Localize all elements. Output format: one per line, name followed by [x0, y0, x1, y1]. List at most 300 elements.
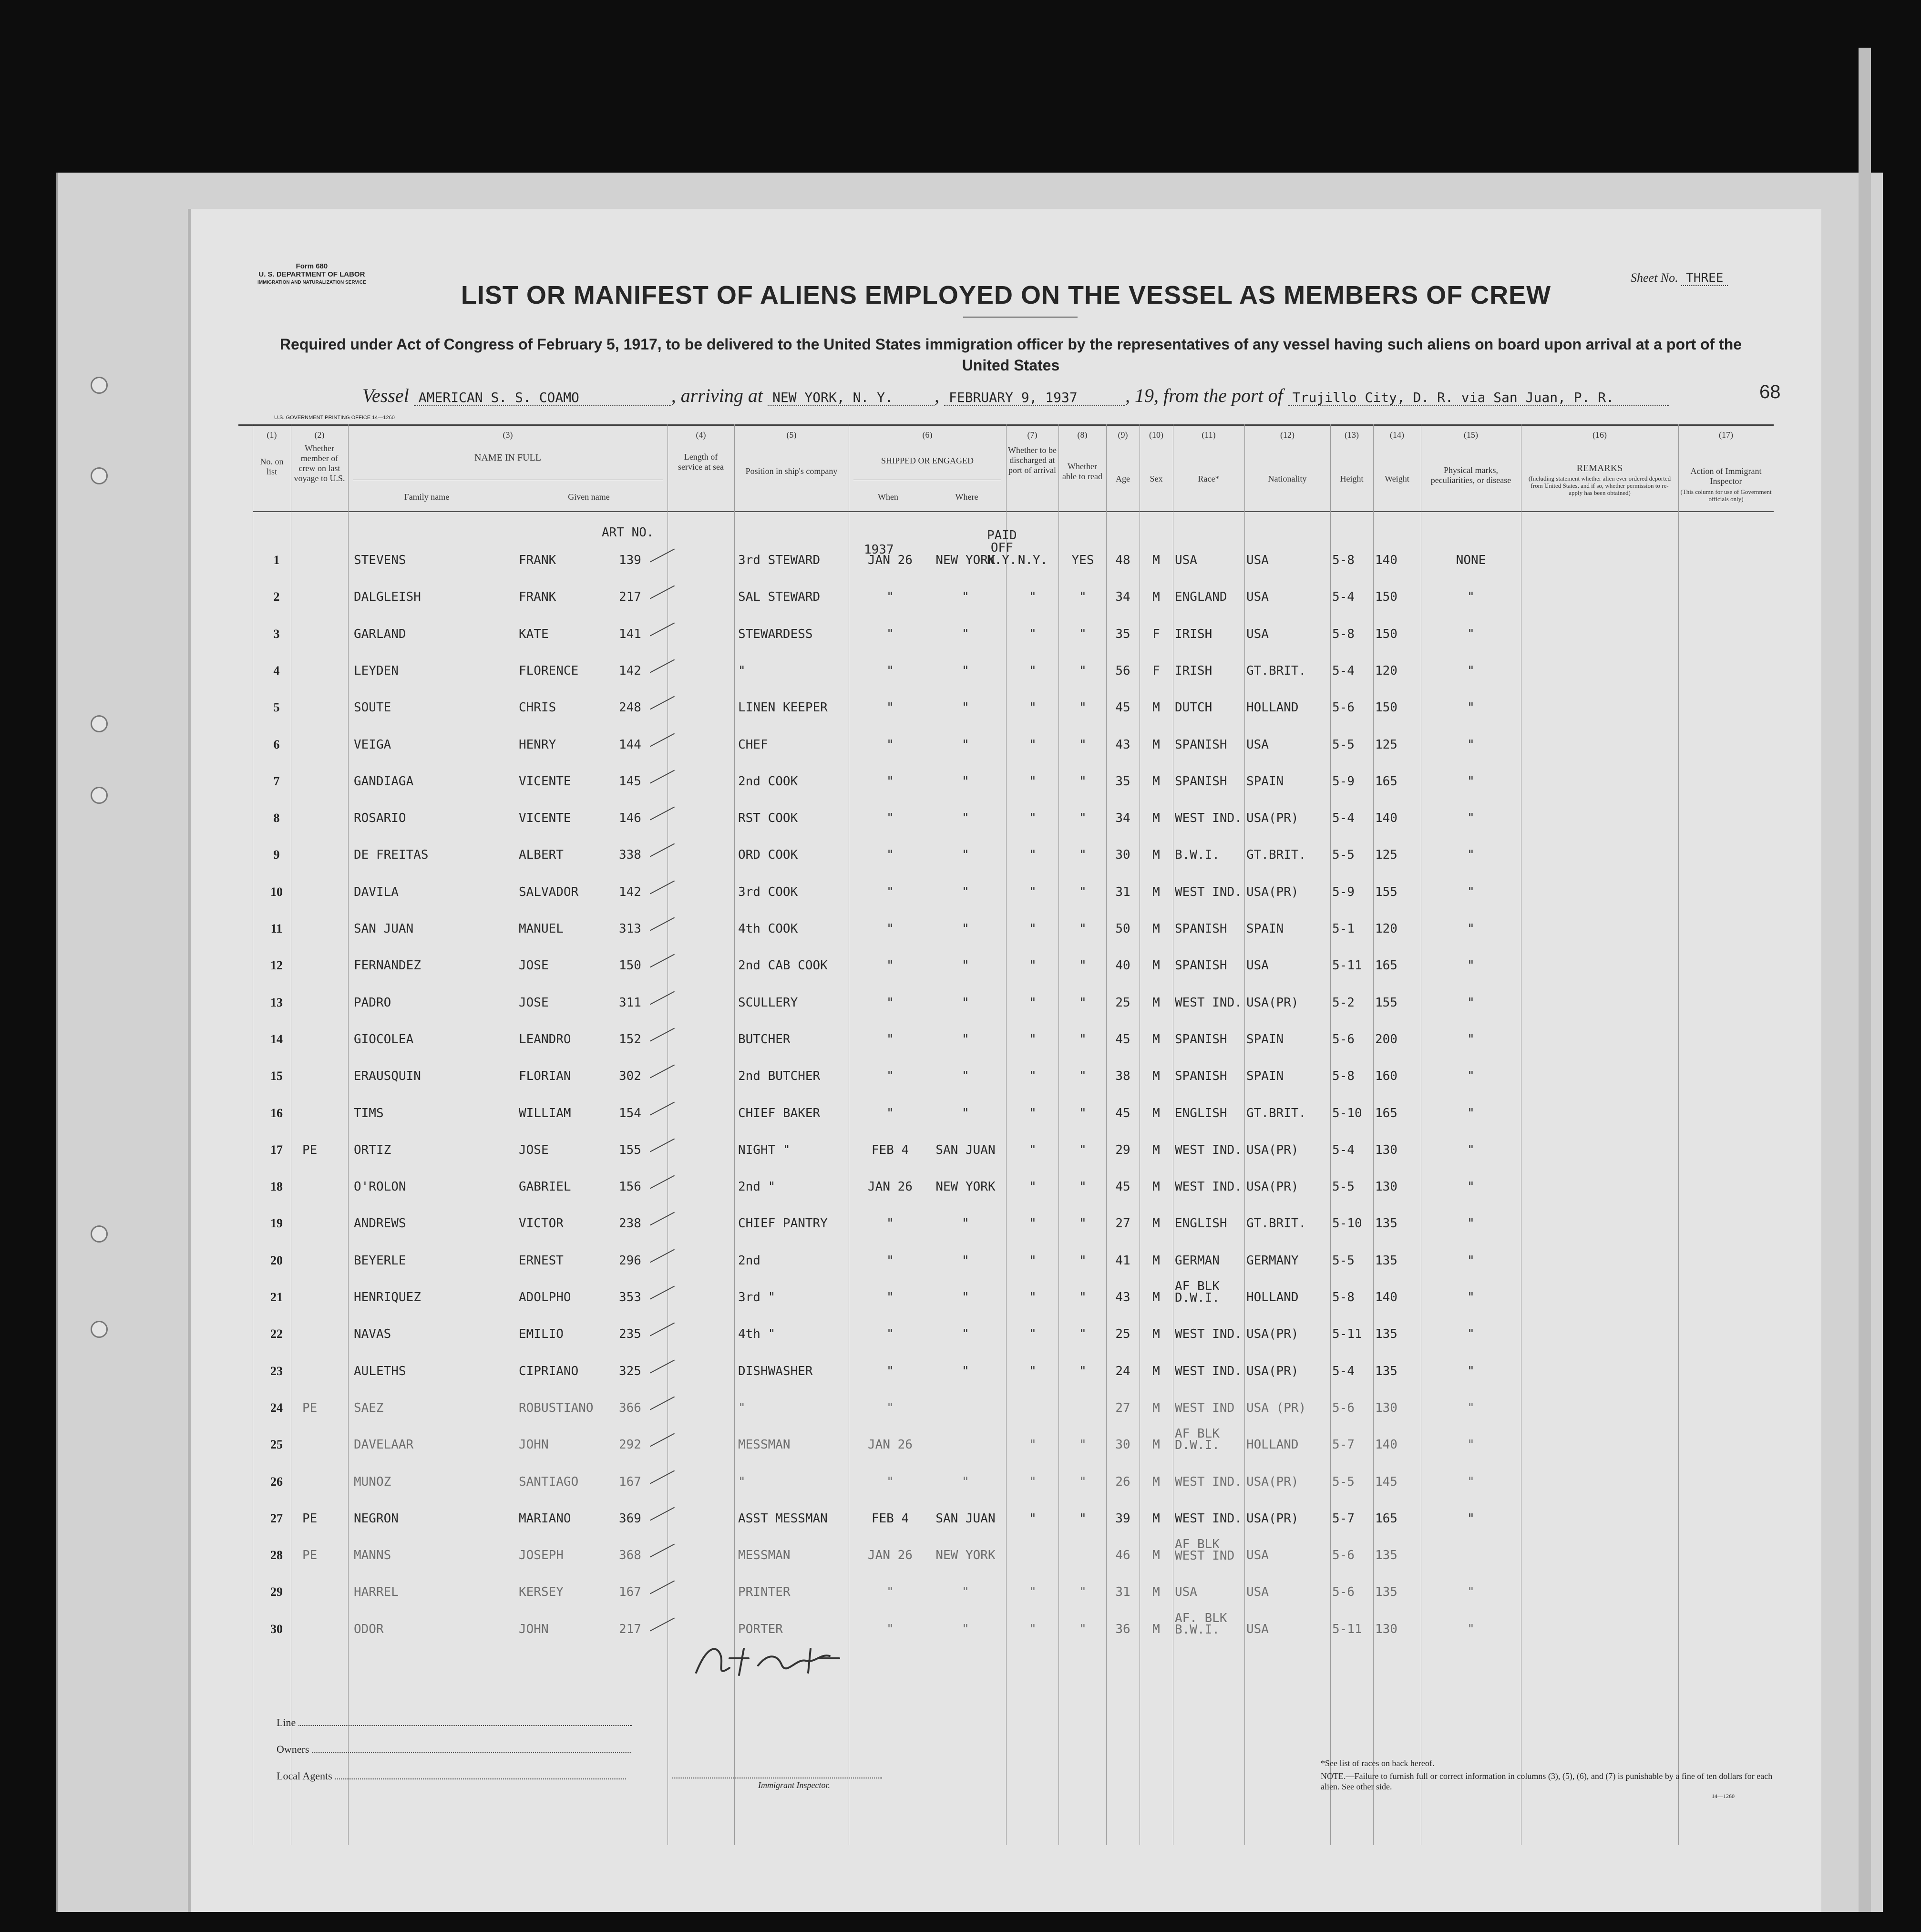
cell-family: GANDIAGA — [354, 774, 414, 789]
cell-read: " — [1079, 737, 1087, 752]
column-divider — [1058, 424, 1059, 1845]
cell-race: IRISH — [1175, 627, 1212, 641]
cell-weight: 135 — [1375, 1364, 1397, 1378]
cell-discharged: " — [1029, 811, 1037, 826]
cell-family: FERNANDEZ — [354, 958, 421, 973]
cell-where: " — [962, 1069, 969, 1084]
cell-no: 9 — [273, 848, 280, 862]
cell-discharged: " — [1029, 590, 1037, 605]
cell-race: WEST IND. — [1175, 1180, 1242, 1194]
cell-prev: PE — [302, 1400, 318, 1415]
cell-marks: " — [1467, 1438, 1475, 1452]
cell-nationality: USA — [1246, 958, 1269, 973]
cell-race: B.W.I. — [1175, 848, 1220, 863]
cell-weight: 120 — [1375, 663, 1397, 678]
cell-position: 2nd BUTCHER — [738, 1069, 821, 1084]
cell-sex: M — [1152, 737, 1160, 752]
cell-discharged: " — [1029, 1474, 1037, 1489]
cell-position: 3rd " — [738, 1290, 776, 1305]
cell-nationality: USA(PR) — [1246, 811, 1299, 826]
cell-read: " — [1079, 1216, 1087, 1231]
cell-read: " — [1079, 922, 1087, 936]
cell-nationality: HOLLAND — [1246, 700, 1299, 715]
cell-position: STEWARDESS — [738, 627, 813, 641]
cell-where: NEW YORK — [935, 1548, 996, 1563]
cell-given: JOSEPH — [519, 1548, 564, 1563]
cell-weight: 150 — [1375, 627, 1397, 641]
cell-no: 3 — [273, 627, 280, 641]
cell-no: 2 — [273, 590, 280, 604]
cell-discharged: " — [1029, 774, 1037, 789]
col-11-label: Race* — [1198, 474, 1220, 483]
cell-sex: M — [1152, 922, 1160, 936]
cell-art: 296 — [619, 1253, 641, 1268]
col-8-num: (8) — [1077, 430, 1088, 440]
cell-weight: 125 — [1375, 737, 1397, 752]
document-subtitle: Required under Act of Congress of February 5, 1917, to be delivered to the United States immigration officer by the representatives of any vessel having such aliens on board upon arrival at a port of the United States — [279, 336, 1742, 374]
cell-position: 2nd COOK — [738, 774, 798, 789]
cell-height: 5-8 — [1332, 1069, 1355, 1084]
cell-marks: " — [1467, 1585, 1475, 1600]
cell-position: 2nd " — [738, 1180, 776, 1194]
year-annotation: 1937 — [864, 543, 894, 557]
header-bottom-rule — [253, 511, 1774, 512]
cell-marks: " — [1467, 1474, 1475, 1489]
cell-race: AF BLK D.W.I. — [1175, 1428, 1220, 1451]
cell-read: " — [1079, 1032, 1087, 1047]
col-1-num: (1) — [267, 430, 277, 440]
cell-discharged: " — [1029, 1290, 1037, 1305]
cell-sex: M — [1152, 1327, 1160, 1342]
cell-family: TIMS — [354, 1106, 384, 1120]
cell-age: 43 — [1115, 737, 1130, 752]
cell-nationality: GERMANY — [1246, 1253, 1299, 1268]
departure-port: Trujillo City, D. R. via San Juan, P. R. — [1288, 390, 1669, 406]
cell-where: SAN JUAN — [935, 1511, 996, 1526]
cell-family: GIOCOLEA — [354, 1032, 414, 1047]
cell-where: " — [962, 1253, 969, 1268]
owners-label: Owners — [277, 1743, 309, 1755]
cell-marks: " — [1467, 1622, 1475, 1636]
vessel-label: Vessel — [362, 385, 409, 406]
cell-marks: " — [1467, 884, 1475, 899]
cell-nationality: SPAIN — [1246, 774, 1284, 789]
cell-height: 5-10 — [1332, 1106, 1362, 1120]
col-3-given-label: Given name — [568, 492, 610, 502]
line-label: Line — [277, 1716, 296, 1728]
cell-nationality: GT.BRIT. — [1246, 1216, 1306, 1231]
cell-position: ORD COOK — [738, 848, 798, 863]
cell-marks: " — [1467, 995, 1475, 1010]
cell-family: DE FREITAS — [354, 848, 429, 863]
cell-discharged: N.Y. — [1017, 553, 1048, 567]
cell-where: " — [962, 1106, 969, 1120]
cell-height: 5-6 — [1332, 1585, 1355, 1600]
cell-no: 8 — [273, 811, 280, 825]
cell-given: LEANDRO — [519, 1032, 571, 1047]
cell-sex: M — [1152, 995, 1160, 1010]
cell-read: " — [1079, 958, 1087, 973]
col-2-num: (2) — [314, 430, 325, 440]
col-6-label: SHIPPED OR ENGAGED — [881, 456, 974, 465]
cell-family: HARREL — [354, 1585, 399, 1600]
cell-race: AF BLK WEST IND — [1175, 1539, 1235, 1562]
cell-position: LINEN KEEPER — [738, 700, 828, 715]
cell-when: " — [886, 1622, 894, 1636]
cell-age: 43 — [1115, 1290, 1130, 1305]
cell-discharged: " — [1029, 1622, 1037, 1636]
col-10-num: (10) — [1149, 430, 1163, 440]
cell-marks: " — [1467, 848, 1475, 863]
cell-race: SPANISH — [1175, 1032, 1227, 1047]
cell-weight: 140 — [1375, 811, 1397, 826]
col-10-label: Sex — [1150, 474, 1163, 483]
cell-no: 14 — [270, 1032, 283, 1046]
cell-where: " — [962, 848, 969, 863]
cell-given: VICTOR — [519, 1216, 564, 1231]
footer-agents — [277, 1770, 626, 1782]
cell-art: 167 — [619, 1474, 641, 1489]
cell-no: 12 — [270, 958, 283, 973]
cell-where: " — [962, 774, 969, 789]
cell-sex: M — [1152, 1290, 1160, 1305]
cell-race: AF. BLK B.W.I. — [1175, 1612, 1227, 1635]
cell-weight: 160 — [1375, 1069, 1397, 1084]
cell-weight: 120 — [1375, 922, 1397, 936]
column-divider — [1006, 424, 1007, 1845]
title-rule — [963, 317, 1078, 318]
cell-prev: PE — [302, 1548, 318, 1563]
footer-owners — [277, 1743, 631, 1756]
cell-art: 366 — [619, 1400, 641, 1415]
col-3-family-label: Family name — [404, 492, 450, 502]
cell-discharged: " — [1029, 884, 1037, 899]
cell-age: 45 — [1115, 700, 1130, 715]
cell-age: 39 — [1115, 1511, 1130, 1526]
cell-race: SPANISH — [1175, 737, 1227, 752]
sheet-number-label: Sheet No. — [1631, 271, 1678, 285]
cell-where: " — [962, 1364, 969, 1378]
cell-height: 5-5 — [1332, 848, 1355, 863]
cell-weight: 135 — [1375, 1327, 1397, 1342]
cell-where: " — [962, 884, 969, 899]
cell-marks: " — [1467, 737, 1475, 752]
cell-age: 48 — [1115, 553, 1130, 567]
cell-age: 35 — [1115, 627, 1130, 641]
cell-sex: M — [1152, 1106, 1160, 1120]
cell-discharged: " — [1029, 1032, 1037, 1047]
cell-discharged: " — [1029, 1585, 1037, 1600]
cell-age: 50 — [1115, 922, 1130, 936]
cell-sex: M — [1152, 1032, 1160, 1047]
cell-where: SAN JUAN — [935, 1142, 996, 1157]
cell-where: " — [962, 590, 969, 605]
form-number: Form 680 — [296, 262, 328, 270]
cell-nationality: USA(PR) — [1246, 1364, 1299, 1378]
col-16-note: (Including statement whether alien ever ordered deported from United States, and if so, whether permission to re-apply has been obtained) — [1528, 475, 1671, 496]
cell-where: " — [962, 663, 969, 678]
cell-no: 7 — [273, 774, 280, 788]
cell-read: " — [1079, 1622, 1087, 1636]
cell-where: " — [962, 1622, 969, 1636]
cell-weight: 140 — [1375, 1290, 1397, 1305]
cell-no: 21 — [270, 1290, 283, 1304]
cell-art: 142 — [619, 663, 641, 678]
cell-family: AULETHS — [354, 1364, 406, 1378]
cell-read: " — [1079, 663, 1087, 678]
cell-where: " — [962, 737, 969, 752]
col-7-label: Whether to be discharged at port of arrival — [1008, 445, 1057, 475]
cell-art: 154 — [619, 1106, 641, 1120]
cell-discharged: " — [1029, 995, 1037, 1010]
penalty-note: NOTE.—Failure to furnish full or correct information in columns (3), (5), (6), and (7) is punishable by a fine of ten dollars for each alien. See other side. — [1321, 1771, 1773, 1791]
cell-weight: 130 — [1375, 1400, 1397, 1415]
cell-read: " — [1079, 995, 1087, 1010]
cell-sex: M — [1152, 1511, 1160, 1526]
cell-when: " — [886, 1364, 894, 1378]
cell-art: 338 — [619, 848, 641, 863]
cell-family: ERAUSQUIN — [354, 1069, 421, 1084]
cell-weight: 200 — [1375, 1032, 1397, 1047]
cell-where: " — [962, 958, 969, 973]
cell-no: 17 — [270, 1142, 283, 1157]
cell-age: 30 — [1115, 848, 1130, 863]
cell-position: " — [738, 1474, 746, 1489]
cell-discharged: " — [1029, 1327, 1037, 1342]
cell-read: YES — [1071, 553, 1094, 567]
cell-given: MARIANO — [519, 1511, 571, 1526]
cell-weight: 140 — [1375, 553, 1397, 567]
cell-height: 5-9 — [1332, 884, 1355, 899]
cell-art: 142 — [619, 884, 641, 899]
cell-where: " — [962, 1032, 969, 1047]
cell-position: 3rd STEWARD — [738, 553, 821, 567]
cell-discharged: " — [1029, 1216, 1037, 1231]
cell-discharged: " — [1029, 958, 1037, 973]
cell-marks: " — [1467, 774, 1475, 789]
cell-read: " — [1079, 774, 1087, 789]
form-service: IMMIGRATION AND NATURALIZATION SERVICE — [257, 280, 366, 285]
cell-family: O'ROLON — [354, 1180, 406, 1194]
cell-no: 19 — [270, 1216, 283, 1231]
col-4-label: Length of service at sea — [678, 452, 724, 472]
cell-given: JOSE — [519, 958, 549, 973]
cell-nationality: USA(PR) — [1246, 1180, 1299, 1194]
inspector-signature — [687, 1639, 858, 1682]
cell-art: 353 — [619, 1290, 641, 1305]
cell-height: 5-1 — [1332, 922, 1355, 936]
cell-read: " — [1079, 1290, 1087, 1305]
cell-given: JOHN — [519, 1438, 549, 1452]
cell-read: " — [1079, 811, 1087, 826]
cell-height: 5-4 — [1332, 1364, 1355, 1378]
cell-weight: 145 — [1375, 1474, 1397, 1489]
cell-marks: " — [1467, 1400, 1475, 1415]
cell-sex: M — [1152, 1069, 1160, 1084]
cell-height: 5-9 — [1332, 774, 1355, 789]
cell-nationality: HOLLAND — [1246, 1438, 1299, 1452]
cell-height: 5-10 — [1332, 1216, 1362, 1231]
cell-nationality: USA(PR) — [1246, 1474, 1299, 1489]
cell-height: 5-8 — [1332, 627, 1355, 641]
cell-art: 302 — [619, 1069, 641, 1084]
cell-age: 35 — [1115, 774, 1130, 789]
cell-art: 369 — [619, 1511, 641, 1526]
cell-given: SALVADOR — [519, 884, 579, 899]
cell-art: 144 — [619, 737, 641, 752]
cell-when: " — [886, 884, 894, 899]
cell-family: DAVILA — [354, 884, 399, 899]
cell-marks: " — [1467, 1069, 1475, 1084]
cell-when: FEB 4 — [871, 1511, 909, 1526]
cell-family: STEVENS — [354, 553, 406, 567]
cell-marks: " — [1467, 627, 1475, 641]
cell-height: 5-7 — [1332, 1511, 1355, 1526]
cell-prev: PE — [302, 1511, 318, 1526]
cell-position: " — [738, 1400, 746, 1415]
cell-weight: 125 — [1375, 848, 1397, 863]
inspector-label: Immigrant Inspector. — [758, 1780, 830, 1790]
cell-nationality: USA — [1246, 1548, 1269, 1563]
cell-no: 5 — [273, 700, 280, 715]
cell-discharged: " — [1029, 737, 1037, 752]
cell-no: 11 — [270, 922, 283, 935]
sheet-edge — [1859, 48, 1871, 1912]
cell-where: " — [962, 1474, 969, 1489]
cell-no: 29 — [270, 1585, 283, 1599]
cell-race: SPANISH — [1175, 774, 1227, 789]
cell-sex: M — [1152, 958, 1160, 973]
cell-when: " — [886, 958, 894, 973]
cell-weight: 165 — [1375, 1106, 1397, 1120]
cell-race: SPANISH — [1175, 1069, 1227, 1084]
cell-where: " — [962, 922, 969, 936]
cell-age: 25 — [1115, 1327, 1130, 1342]
cell-art: 368 — [619, 1548, 641, 1563]
cell-where: " — [962, 1585, 969, 1600]
cell-marks: " — [1467, 1364, 1475, 1378]
cell-art: 313 — [619, 922, 641, 936]
year-suffix: , 19 — [1125, 385, 1154, 406]
cell-race: SPANISH — [1175, 958, 1227, 973]
binder-hole — [91, 715, 108, 732]
col-17-note: (This column for use of Government officials only) — [1680, 488, 1772, 503]
cell-weight: 135 — [1375, 1216, 1397, 1231]
cell-given: JOHN — [519, 1622, 549, 1636]
cell-no: 6 — [273, 737, 280, 751]
cell-position: CHEF — [738, 737, 768, 752]
cell-sex: M — [1152, 1585, 1160, 1600]
cell-race: SPANISH — [1175, 922, 1227, 936]
cell-weight: 135 — [1375, 1253, 1397, 1268]
cell-family: ODOR — [354, 1622, 384, 1636]
cell-where: " — [962, 995, 969, 1010]
cell-given: SANTIAGO — [519, 1474, 579, 1489]
cell-given: FLORENCE — [519, 663, 579, 678]
col-16-num: (16) — [1592, 430, 1607, 440]
cell-art: 292 — [619, 1438, 641, 1452]
cell-race: WEST IND. — [1175, 1364, 1242, 1378]
cell-weight: 140 — [1375, 1438, 1397, 1452]
cell-sex: M — [1152, 1400, 1160, 1415]
owners-field — [312, 1752, 631, 1753]
cell-position: DISHWASHER — [738, 1364, 813, 1378]
cell-marks: " — [1467, 922, 1475, 936]
cell-height: 5-2 — [1332, 995, 1355, 1010]
cell-when: " — [886, 1474, 894, 1489]
cell-given: FRANK — [519, 590, 556, 605]
cell-position: 4th " — [738, 1327, 776, 1342]
cell-discharged: " — [1029, 1180, 1037, 1194]
cell-marks: " — [1467, 1142, 1475, 1157]
cell-nationality: USA — [1246, 590, 1269, 605]
cell-given: KATE — [519, 627, 549, 641]
cell-art: 145 — [619, 774, 641, 789]
column-divider — [1106, 424, 1107, 1845]
cell-given: WILLIAM — [519, 1106, 571, 1120]
cell-given: MANUEL — [519, 922, 564, 936]
cell-marks: " — [1467, 1106, 1475, 1120]
cell-read: " — [1079, 700, 1087, 715]
cell-when: " — [886, 1585, 894, 1600]
cell-age: 56 — [1115, 663, 1130, 678]
cell-where: " — [962, 811, 969, 826]
cell-nationality: USA(PR) — [1246, 995, 1299, 1010]
cell-when: " — [886, 1216, 894, 1231]
cell-art: 217 — [619, 590, 641, 605]
cell-race: WEST IND. — [1175, 1327, 1242, 1342]
cell-prev: PE — [302, 1142, 318, 1157]
cell-art: 150 — [619, 958, 641, 973]
cell-height: 5-11 — [1332, 958, 1362, 973]
column-divider — [1373, 424, 1374, 1845]
cell-height: 5-4 — [1332, 663, 1355, 678]
cell-position: SCULLERY — [738, 995, 798, 1010]
cell-where: " — [962, 700, 969, 715]
cell-read: " — [1079, 1438, 1087, 1452]
cell-position: CHIEF PANTRY — [738, 1216, 828, 1231]
cell-when: " — [886, 1106, 894, 1120]
cell-weight: 135 — [1375, 1548, 1397, 1563]
cell-art: 217 — [619, 1622, 641, 1636]
col-11-num: (11) — [1202, 430, 1216, 440]
cell-given: CHRIS — [519, 700, 556, 715]
cell-position: CHIEF BAKER — [738, 1106, 821, 1120]
cell-position: 2nd CAB COOK — [738, 958, 828, 973]
cell-when: " — [886, 1253, 894, 1268]
cell-read: " — [1079, 590, 1087, 605]
cell-height: 5-8 — [1332, 1290, 1355, 1305]
cell-sex: M — [1152, 700, 1160, 715]
cell-marks: " — [1467, 1290, 1475, 1305]
cell-discharged: " — [1029, 922, 1037, 936]
cell-age: 46 — [1115, 1548, 1130, 1563]
col-13-label: Height — [1340, 474, 1364, 483]
cell-read: " — [1079, 1585, 1087, 1600]
cell-nationality: USA(PR) — [1246, 1511, 1299, 1526]
cell-marks: " — [1467, 700, 1475, 715]
cell-weight: 165 — [1375, 1511, 1397, 1526]
cell-height: 5-6 — [1332, 700, 1355, 715]
cell-height: 5-5 — [1332, 737, 1355, 752]
form-department: U. S. DEPARTMENT OF LABOR — [258, 270, 365, 278]
from-label: , from the port of — [1154, 385, 1283, 406]
cell-race: USA — [1175, 1585, 1197, 1600]
cell-race: USA — [1175, 553, 1197, 567]
cell-position: MESSMAN — [738, 1438, 791, 1452]
cell-weight: 130 — [1375, 1180, 1397, 1194]
cell-height: 5-4 — [1332, 590, 1355, 605]
